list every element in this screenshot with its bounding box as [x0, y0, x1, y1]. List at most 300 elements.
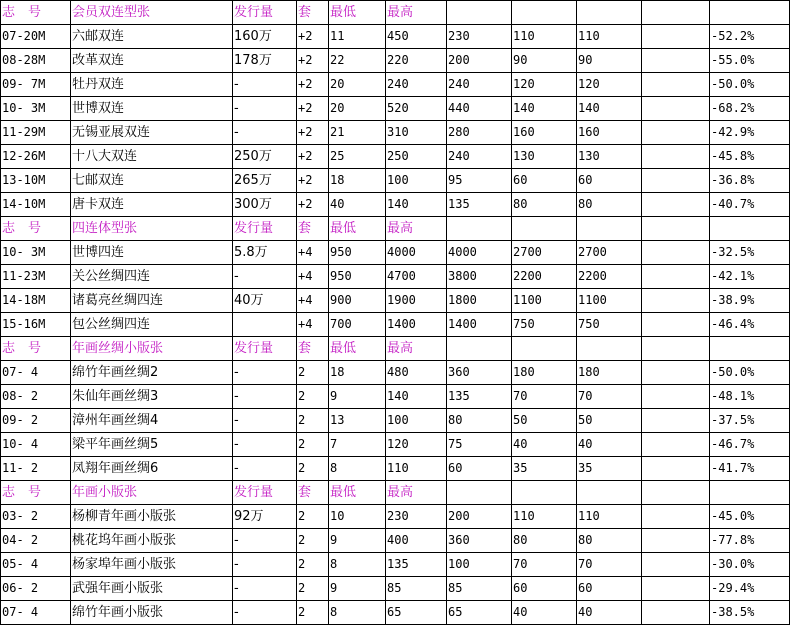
- cell-change-percent[interactable]: -36.8%: [710, 169, 790, 193]
- cell-stamp-name[interactable]: 桃花坞年画小版张: [71, 529, 233, 553]
- cell-price-col-8[interactable]: 80: [512, 529, 577, 553]
- cell-price-col-7[interactable]: 200: [447, 49, 512, 73]
- cell-set-count[interactable]: +4: [297, 289, 329, 313]
- cell-price-col-9[interactable]: 1100: [577, 289, 642, 313]
- cell-price-col-8[interactable]: 110: [512, 505, 577, 529]
- cell-stamp-number[interactable]: 11- 2: [1, 457, 71, 481]
- header-cell-issue-quantity[interactable]: 发行量: [233, 337, 297, 361]
- cell-price-col-9[interactable]: 110: [577, 505, 642, 529]
- cell-price-col-8[interactable]: 90: [512, 49, 577, 73]
- cell-set-count[interactable]: 2: [297, 361, 329, 385]
- cell-blank-col-10[interactable]: [642, 193, 710, 217]
- cell-change-percent[interactable]: -32.5%: [710, 241, 790, 265]
- header-cell-highest-price[interactable]: 最高: [386, 481, 447, 505]
- header-cell-price-col-8[interactable]: [512, 481, 577, 505]
- header-cell-highest-price[interactable]: 最高: [386, 217, 447, 241]
- cell-stamp-name[interactable]: 梁平年画丝绸5: [71, 433, 233, 457]
- cell-set-count[interactable]: 2: [297, 529, 329, 553]
- cell-stamp-number[interactable]: 10- 4: [1, 433, 71, 457]
- cell-blank-col-10[interactable]: [642, 409, 710, 433]
- table-row: [1, 97, 790, 121]
- cell-stamp-number[interactable]: 05- 4: [1, 553, 71, 577]
- header-cell-price-col-9[interactable]: [577, 481, 642, 505]
- cell-price-col-7[interactable]: 4000: [447, 241, 512, 265]
- cell-lowest-price[interactable]: 950: [329, 265, 386, 289]
- header-cell-price-col-9[interactable]: [577, 337, 642, 361]
- cell-stamp-number[interactable]: 12-26M: [1, 145, 71, 169]
- cell-lowest-price[interactable]: 18: [329, 361, 386, 385]
- header-cell-price-col-7[interactable]: [447, 1, 512, 25]
- cell-price-col-9[interactable]: 60: [577, 577, 642, 601]
- cell-price-col-9[interactable]: 2700: [577, 241, 642, 265]
- header-cell-set-count[interactable]: 套: [297, 481, 329, 505]
- cell-set-count[interactable]: +2: [297, 49, 329, 73]
- header-cell-lowest-price[interactable]: 最低: [329, 481, 386, 505]
- cell-issue-quantity[interactable]: -: [233, 553, 297, 577]
- header-cell-price-col-8[interactable]: [512, 1, 577, 25]
- cell-issue-quantity[interactable]: 5.8万: [233, 241, 297, 265]
- cell-highest-price[interactable]: 110: [386, 457, 447, 481]
- header-cell-change-percent[interactable]: [710, 337, 790, 361]
- cell-highest-price[interactable]: 220: [386, 49, 447, 73]
- cell-blank-col-10[interactable]: [642, 601, 710, 625]
- cell-change-percent[interactable]: -38.9%: [710, 289, 790, 313]
- cell-issue-quantity[interactable]: 250万: [233, 145, 297, 169]
- cell-lowest-price[interactable]: 13: [329, 409, 386, 433]
- cell-issue-quantity[interactable]: -: [233, 433, 297, 457]
- cell-price-col-7[interactable]: 1400: [447, 313, 512, 337]
- cell-blank-col-10[interactable]: [642, 553, 710, 577]
- cell-highest-price[interactable]: 100: [386, 169, 447, 193]
- cell-lowest-price[interactable]: 40: [329, 193, 386, 217]
- cell-stamp-name[interactable]: 唐卡双连: [71, 193, 233, 217]
- cell-change-percent[interactable]: -52.2%: [710, 25, 790, 49]
- header-cell-issue-quantity[interactable]: 发行量: [233, 217, 297, 241]
- cell-price-col-7[interactable]: 360: [447, 361, 512, 385]
- header-cell-set-count[interactable]: 套: [297, 337, 329, 361]
- header-cell-highest-price[interactable]: 最高: [386, 1, 447, 25]
- cell-change-percent[interactable]: -30.0%: [710, 553, 790, 577]
- cell-price-col-9[interactable]: 120: [577, 73, 642, 97]
- cell-stamp-number[interactable]: 09- 2: [1, 409, 71, 433]
- cell-highest-price[interactable]: 230: [386, 505, 447, 529]
- header-cell-price-col-7[interactable]: [447, 481, 512, 505]
- cell-price-col-9[interactable]: 90: [577, 49, 642, 73]
- cell-blank-col-10[interactable]: [642, 241, 710, 265]
- cell-change-percent[interactable]: -45.0%: [710, 505, 790, 529]
- header-cell-issue-quantity[interactable]: 发行量: [233, 481, 297, 505]
- cell-highest-price[interactable]: 310: [386, 121, 447, 145]
- cell-highest-price[interactable]: 1900: [386, 289, 447, 313]
- cell-price-col-7[interactable]: 230: [447, 25, 512, 49]
- cell-issue-quantity[interactable]: 40万: [233, 289, 297, 313]
- cell-lowest-price[interactable]: 22: [329, 49, 386, 73]
- cell-stamp-number[interactable]: 06- 2: [1, 577, 71, 601]
- cell-lowest-price[interactable]: 10: [329, 505, 386, 529]
- header-cell-stamp-number[interactable]: 志 号: [1, 1, 71, 25]
- cell-issue-quantity[interactable]: -: [233, 73, 297, 97]
- cell-lowest-price[interactable]: 8: [329, 601, 386, 625]
- header-cell-stamp-name[interactable]: 四连体型张: [71, 217, 233, 241]
- cell-change-percent[interactable]: -42.1%: [710, 265, 790, 289]
- cell-blank-col-10[interactable]: [642, 145, 710, 169]
- header-cell-price-col-8[interactable]: [512, 337, 577, 361]
- cell-price-col-8[interactable]: 2200: [512, 265, 577, 289]
- cell-issue-quantity[interactable]: -: [233, 457, 297, 481]
- cell-change-percent[interactable]: -68.2%: [710, 97, 790, 121]
- cell-set-count[interactable]: 2: [297, 577, 329, 601]
- cell-highest-price[interactable]: 4000: [386, 241, 447, 265]
- cell-price-col-9[interactable]: 60: [577, 169, 642, 193]
- header-cell-price-col-9[interactable]: [577, 1, 642, 25]
- cell-stamp-number[interactable]: 10- 3M: [1, 241, 71, 265]
- cell-highest-price[interactable]: 450: [386, 25, 447, 49]
- header-cell-set-count[interactable]: 套: [297, 1, 329, 25]
- cell-issue-quantity[interactable]: [233, 313, 297, 337]
- header-cell-stamp-number[interactable]: 志 号: [1, 481, 71, 505]
- cell-highest-price[interactable]: 120: [386, 433, 447, 457]
- header-cell-stamp-number[interactable]: 志 号: [1, 337, 71, 361]
- cell-stamp-number[interactable]: 15-16M: [1, 313, 71, 337]
- cell-stamp-name[interactable]: 武强年画小版张: [71, 577, 233, 601]
- cell-price-col-8[interactable]: 60: [512, 169, 577, 193]
- cell-stamp-number[interactable]: 14-10M: [1, 193, 71, 217]
- cell-issue-quantity[interactable]: -: [233, 97, 297, 121]
- cell-price-col-9[interactable]: 750: [577, 313, 642, 337]
- cell-highest-price[interactable]: 135: [386, 553, 447, 577]
- cell-blank-col-10[interactable]: [642, 289, 710, 313]
- cell-stamp-number[interactable]: 07-20M: [1, 25, 71, 49]
- header-cell-change-percent[interactable]: [710, 481, 790, 505]
- cell-stamp-name[interactable]: 漳州年画丝绸4: [71, 409, 233, 433]
- cell-change-percent[interactable]: -45.8%: [710, 145, 790, 169]
- cell-lowest-price[interactable]: 900: [329, 289, 386, 313]
- cell-stamp-name[interactable]: 六邮双连: [71, 25, 233, 49]
- cell-price-col-7[interactable]: 240: [447, 145, 512, 169]
- cell-blank-col-10[interactable]: [642, 433, 710, 457]
- cell-blank-col-10[interactable]: [642, 97, 710, 121]
- header-cell-blank-col-10[interactable]: [642, 337, 710, 361]
- cell-price-col-8[interactable]: 70: [512, 385, 577, 409]
- table-row: [1, 313, 790, 337]
- cell-highest-price[interactable]: 65: [386, 601, 447, 625]
- cell-blank-col-10[interactable]: [642, 25, 710, 49]
- cell-stamp-number[interactable]: 14-18M: [1, 289, 71, 313]
- cell-blank-col-10[interactable]: [642, 577, 710, 601]
- header-cell-stamp-name[interactable]: 会员双连型张: [71, 1, 233, 25]
- header-cell-blank-col-10[interactable]: [642, 1, 710, 25]
- header-cell-price-col-7[interactable]: [447, 217, 512, 241]
- table-row: [1, 409, 790, 433]
- header-cell-lowest-price[interactable]: 最低: [329, 217, 386, 241]
- cell-stamp-name[interactable]: 改革双连: [71, 49, 233, 73]
- cell-blank-col-10[interactable]: [642, 49, 710, 73]
- cell-price-col-8[interactable]: 70: [512, 553, 577, 577]
- cell-stamp-name[interactable]: 绵竹年画小版张: [71, 601, 233, 625]
- cell-price-col-9[interactable]: 70: [577, 553, 642, 577]
- cell-stamp-number[interactable]: 07- 4: [1, 361, 71, 385]
- cell-change-percent[interactable]: -48.1%: [710, 385, 790, 409]
- cell-price-col-9[interactable]: 40: [577, 601, 642, 625]
- cell-price-col-7[interactable]: 135: [447, 385, 512, 409]
- header-cell-issue-quantity[interactable]: 发行量: [233, 1, 297, 25]
- cell-stamp-number[interactable]: 08-28M: [1, 49, 71, 73]
- cell-price-col-9[interactable]: 140: [577, 97, 642, 121]
- cell-lowest-price[interactable]: 9: [329, 529, 386, 553]
- cell-price-col-9[interactable]: 110: [577, 25, 642, 49]
- header-cell-stamp-name[interactable]: 年画丝绸小版张: [71, 337, 233, 361]
- cell-price-col-7[interactable]: 240: [447, 73, 512, 97]
- cell-lowest-price[interactable]: 7: [329, 433, 386, 457]
- table-row: [1, 385, 790, 409]
- cell-stamp-name[interactable]: 无锡亚展双连: [71, 121, 233, 145]
- cell-change-percent[interactable]: -55.0%: [710, 49, 790, 73]
- cell-set-count[interactable]: +2: [297, 25, 329, 49]
- cell-blank-col-10[interactable]: [642, 265, 710, 289]
- cell-set-count[interactable]: 2: [297, 505, 329, 529]
- cell-price-col-8[interactable]: 110: [512, 25, 577, 49]
- cell-stamp-name[interactable]: 杨柳青年画小版张: [71, 505, 233, 529]
- cell-lowest-price[interactable]: 8: [329, 457, 386, 481]
- cell-set-count[interactable]: 2: [297, 601, 329, 625]
- cell-price-col-9[interactable]: 2200: [577, 265, 642, 289]
- cell-set-count[interactable]: +4: [297, 313, 329, 337]
- cell-lowest-price[interactable]: 950: [329, 241, 386, 265]
- cell-issue-quantity[interactable]: -: [233, 385, 297, 409]
- cell-price-col-8[interactable]: 40: [512, 601, 577, 625]
- cell-price-col-8[interactable]: 160: [512, 121, 577, 145]
- cell-price-col-7[interactable]: 280: [447, 121, 512, 145]
- cell-issue-quantity[interactable]: -: [233, 409, 297, 433]
- cell-stamp-name[interactable]: 关公丝绸四连: [71, 265, 233, 289]
- table-row: [1, 121, 790, 145]
- cell-issue-quantity[interactable]: 178万: [233, 49, 297, 73]
- cell-change-percent[interactable]: -46.7%: [710, 433, 790, 457]
- cell-set-count[interactable]: 2: [297, 553, 329, 577]
- cell-set-count[interactable]: +4: [297, 241, 329, 265]
- cell-change-percent[interactable]: -29.4%: [710, 577, 790, 601]
- cell-blank-col-10[interactable]: [642, 73, 710, 97]
- cell-price-col-7[interactable]: 85: [447, 577, 512, 601]
- cell-stamp-number[interactable]: 13-10M: [1, 169, 71, 193]
- cell-highest-price[interactable]: 4700: [386, 265, 447, 289]
- cell-price-col-7[interactable]: 60: [447, 457, 512, 481]
- cell-issue-quantity[interactable]: -: [233, 577, 297, 601]
- cell-lowest-price[interactable]: 11: [329, 25, 386, 49]
- cell-issue-quantity[interactable]: -: [233, 529, 297, 553]
- cell-blank-col-10[interactable]: [642, 169, 710, 193]
- header-cell-stamp-number[interactable]: 志 号: [1, 217, 71, 241]
- cell-highest-price[interactable]: 140: [386, 385, 447, 409]
- cell-set-count[interactable]: 2: [297, 433, 329, 457]
- cell-stamp-name[interactable]: 七邮双连: [71, 169, 233, 193]
- cell-price-col-7[interactable]: 200: [447, 505, 512, 529]
- cell-blank-col-10[interactable]: [642, 529, 710, 553]
- cell-issue-quantity[interactable]: 160万: [233, 25, 297, 49]
- cell-set-count[interactable]: +2: [297, 97, 329, 121]
- header-cell-change-percent[interactable]: [710, 217, 790, 241]
- cell-lowest-price[interactable]: 20: [329, 73, 386, 97]
- cell-set-count[interactable]: 2: [297, 457, 329, 481]
- header-cell-price-col-8[interactable]: [512, 217, 577, 241]
- header-cell-lowest-price[interactable]: 最低: [329, 1, 386, 25]
- cell-price-col-9[interactable]: 50: [577, 409, 642, 433]
- header-cell-price-col-7[interactable]: [447, 337, 512, 361]
- cell-stamp-number[interactable]: 10- 3M: [1, 97, 71, 121]
- table-row: [1, 241, 790, 265]
- cell-price-col-9[interactable]: 80: [577, 529, 642, 553]
- header-cell-blank-col-10[interactable]: [642, 217, 710, 241]
- cell-change-percent[interactable]: -38.5%: [710, 601, 790, 625]
- table-row: [1, 433, 790, 457]
- cell-change-percent[interactable]: -50.0%: [710, 361, 790, 385]
- cell-highest-price[interactable]: 100: [386, 409, 447, 433]
- header-cell-lowest-price[interactable]: 最低: [329, 337, 386, 361]
- cell-stamp-name[interactable]: 朱仙年画丝绸3: [71, 385, 233, 409]
- cell-lowest-price[interactable]: 8: [329, 553, 386, 577]
- cell-change-percent[interactable]: -42.9%: [710, 121, 790, 145]
- cell-blank-col-10[interactable]: [642, 457, 710, 481]
- cell-stamp-number[interactable]: 11-29M: [1, 121, 71, 145]
- cell-lowest-price[interactable]: 9: [329, 385, 386, 409]
- cell-price-col-8[interactable]: 35: [512, 457, 577, 481]
- cell-blank-col-10[interactable]: [642, 121, 710, 145]
- cell-highest-price[interactable]: 480: [386, 361, 447, 385]
- cell-stamp-name[interactable]: 牡丹双连: [71, 73, 233, 97]
- cell-price-col-7[interactable]: 65: [447, 601, 512, 625]
- cell-lowest-price[interactable]: 9: [329, 577, 386, 601]
- cell-price-col-9[interactable]: 40: [577, 433, 642, 457]
- cell-change-percent[interactable]: -77.8%: [710, 529, 790, 553]
- cell-price-col-8[interactable]: 140: [512, 97, 577, 121]
- header-cell-blank-col-10[interactable]: [642, 481, 710, 505]
- cell-stamp-number[interactable]: 11-23M: [1, 265, 71, 289]
- cell-blank-col-10[interactable]: [642, 361, 710, 385]
- cell-set-count[interactable]: 2: [297, 409, 329, 433]
- table-row: [1, 577, 790, 601]
- cell-blank-col-10[interactable]: [642, 313, 710, 337]
- cell-highest-price[interactable]: 520: [386, 97, 447, 121]
- table-row: [1, 169, 790, 193]
- cell-stamp-name[interactable]: 绵竹年画丝绸2: [71, 361, 233, 385]
- cell-price-col-7[interactable]: 95: [447, 169, 512, 193]
- cell-stamp-number[interactable]: 07- 4: [1, 601, 71, 625]
- cell-price-col-8[interactable]: 40: [512, 433, 577, 457]
- cell-stamp-number[interactable]: 08- 2: [1, 385, 71, 409]
- cell-blank-col-10[interactable]: [642, 385, 710, 409]
- cell-stamp-number[interactable]: 04- 2: [1, 529, 71, 553]
- cell-change-percent[interactable]: -40.7%: [710, 193, 790, 217]
- cell-price-col-7[interactable]: 440: [447, 97, 512, 121]
- cell-stamp-name[interactable]: 包公丝绸四连: [71, 313, 233, 337]
- cell-issue-quantity[interactable]: -: [233, 361, 297, 385]
- cell-issue-quantity[interactable]: 300万: [233, 193, 297, 217]
- cell-highest-price[interactable]: 240: [386, 73, 447, 97]
- cell-set-count[interactable]: +2: [297, 73, 329, 97]
- cell-stamp-name[interactable]: 杨家埠年画小版张: [71, 553, 233, 577]
- cell-price-col-7[interactable]: 75: [447, 433, 512, 457]
- cell-price-col-9[interactable]: 180: [577, 361, 642, 385]
- cell-price-col-9[interactable]: 70: [577, 385, 642, 409]
- cell-set-count[interactable]: +2: [297, 145, 329, 169]
- cell-price-col-7[interactable]: 1800: [447, 289, 512, 313]
- cell-price-col-7[interactable]: 80: [447, 409, 512, 433]
- cell-change-percent[interactable]: -37.5%: [710, 409, 790, 433]
- cell-highest-price[interactable]: 85: [386, 577, 447, 601]
- cell-price-col-7[interactable]: 100: [447, 553, 512, 577]
- table-body: [1, 1, 790, 625]
- header-cell-highest-price[interactable]: 最高: [386, 337, 447, 361]
- cell-stamp-number[interactable]: 03- 2: [1, 505, 71, 529]
- cell-stamp-name[interactable]: 凤翔年画丝绸6: [71, 457, 233, 481]
- cell-price-col-8[interactable]: 130: [512, 145, 577, 169]
- cell-price-col-8[interactable]: 60: [512, 577, 577, 601]
- cell-highest-price[interactable]: 250: [386, 145, 447, 169]
- table-row: [1, 601, 790, 625]
- cell-stamp-name[interactable]: 十八大双连: [71, 145, 233, 169]
- header-cell-set-count[interactable]: 套: [297, 217, 329, 241]
- cell-price-col-8[interactable]: 180: [512, 361, 577, 385]
- cell-set-count[interactable]: 2: [297, 385, 329, 409]
- cell-price-col-8[interactable]: 80: [512, 193, 577, 217]
- cell-change-percent[interactable]: -50.0%: [710, 73, 790, 97]
- cell-highest-price[interactable]: 400: [386, 529, 447, 553]
- cell-price-col-8[interactable]: 1100: [512, 289, 577, 313]
- cell-price-col-8[interactable]: 750: [512, 313, 577, 337]
- cell-stamp-name[interactable]: 世博四连: [71, 241, 233, 265]
- cell-stamp-name[interactable]: 诸葛亮丝绸四连: [71, 289, 233, 313]
- cell-issue-quantity[interactable]: 92万: [233, 505, 297, 529]
- cell-price-col-8[interactable]: 120: [512, 73, 577, 97]
- cell-blank-col-10[interactable]: [642, 505, 710, 529]
- cell-stamp-number[interactable]: 09- 7M: [1, 73, 71, 97]
- header-cell-price-col-9[interactable]: [577, 217, 642, 241]
- cell-issue-quantity[interactable]: -: [233, 121, 297, 145]
- cell-lowest-price[interactable]: 20: [329, 97, 386, 121]
- table-row: [1, 193, 790, 217]
- header-cell-change-percent[interactable]: [710, 1, 790, 25]
- cell-lowest-price[interactable]: 700: [329, 313, 386, 337]
- cell-price-col-9[interactable]: 80: [577, 193, 642, 217]
- cell-issue-quantity[interactable]: -: [233, 601, 297, 625]
- cell-price-col-9[interactable]: 35: [577, 457, 642, 481]
- cell-price-col-8[interactable]: 50: [512, 409, 577, 433]
- cell-set-count[interactable]: +2: [297, 121, 329, 145]
- cell-set-count[interactable]: +2: [297, 193, 329, 217]
- cell-price-col-9[interactable]: 160: [577, 121, 642, 145]
- cell-highest-price[interactable]: 1400: [386, 313, 447, 337]
- table-row: [1, 553, 790, 577]
- cell-lowest-price[interactable]: 18: [329, 169, 386, 193]
- cell-lowest-price[interactable]: 25: [329, 145, 386, 169]
- table-row: [1, 529, 790, 553]
- cell-price-col-7[interactable]: 3800: [447, 265, 512, 289]
- cell-change-percent[interactable]: -41.7%: [710, 457, 790, 481]
- header-cell-stamp-name[interactable]: 年画小版张: [71, 481, 233, 505]
- cell-stamp-name[interactable]: 世博双连: [71, 97, 233, 121]
- cell-set-count[interactable]: +4: [297, 265, 329, 289]
- cell-issue-quantity[interactable]: -: [233, 265, 297, 289]
- cell-change-percent[interactable]: -46.4%: [710, 313, 790, 337]
- cell-issue-quantity[interactable]: 265万: [233, 169, 297, 193]
- cell-lowest-price[interactable]: 21: [329, 121, 386, 145]
- cell-price-col-8[interactable]: 2700: [512, 241, 577, 265]
- cell-set-count[interactable]: +2: [297, 169, 329, 193]
- cell-price-col-7[interactable]: 360: [447, 529, 512, 553]
- cell-price-col-9[interactable]: 130: [577, 145, 642, 169]
- cell-highest-price[interactable]: 140: [386, 193, 447, 217]
- cell-price-col-7[interactable]: 135: [447, 193, 512, 217]
